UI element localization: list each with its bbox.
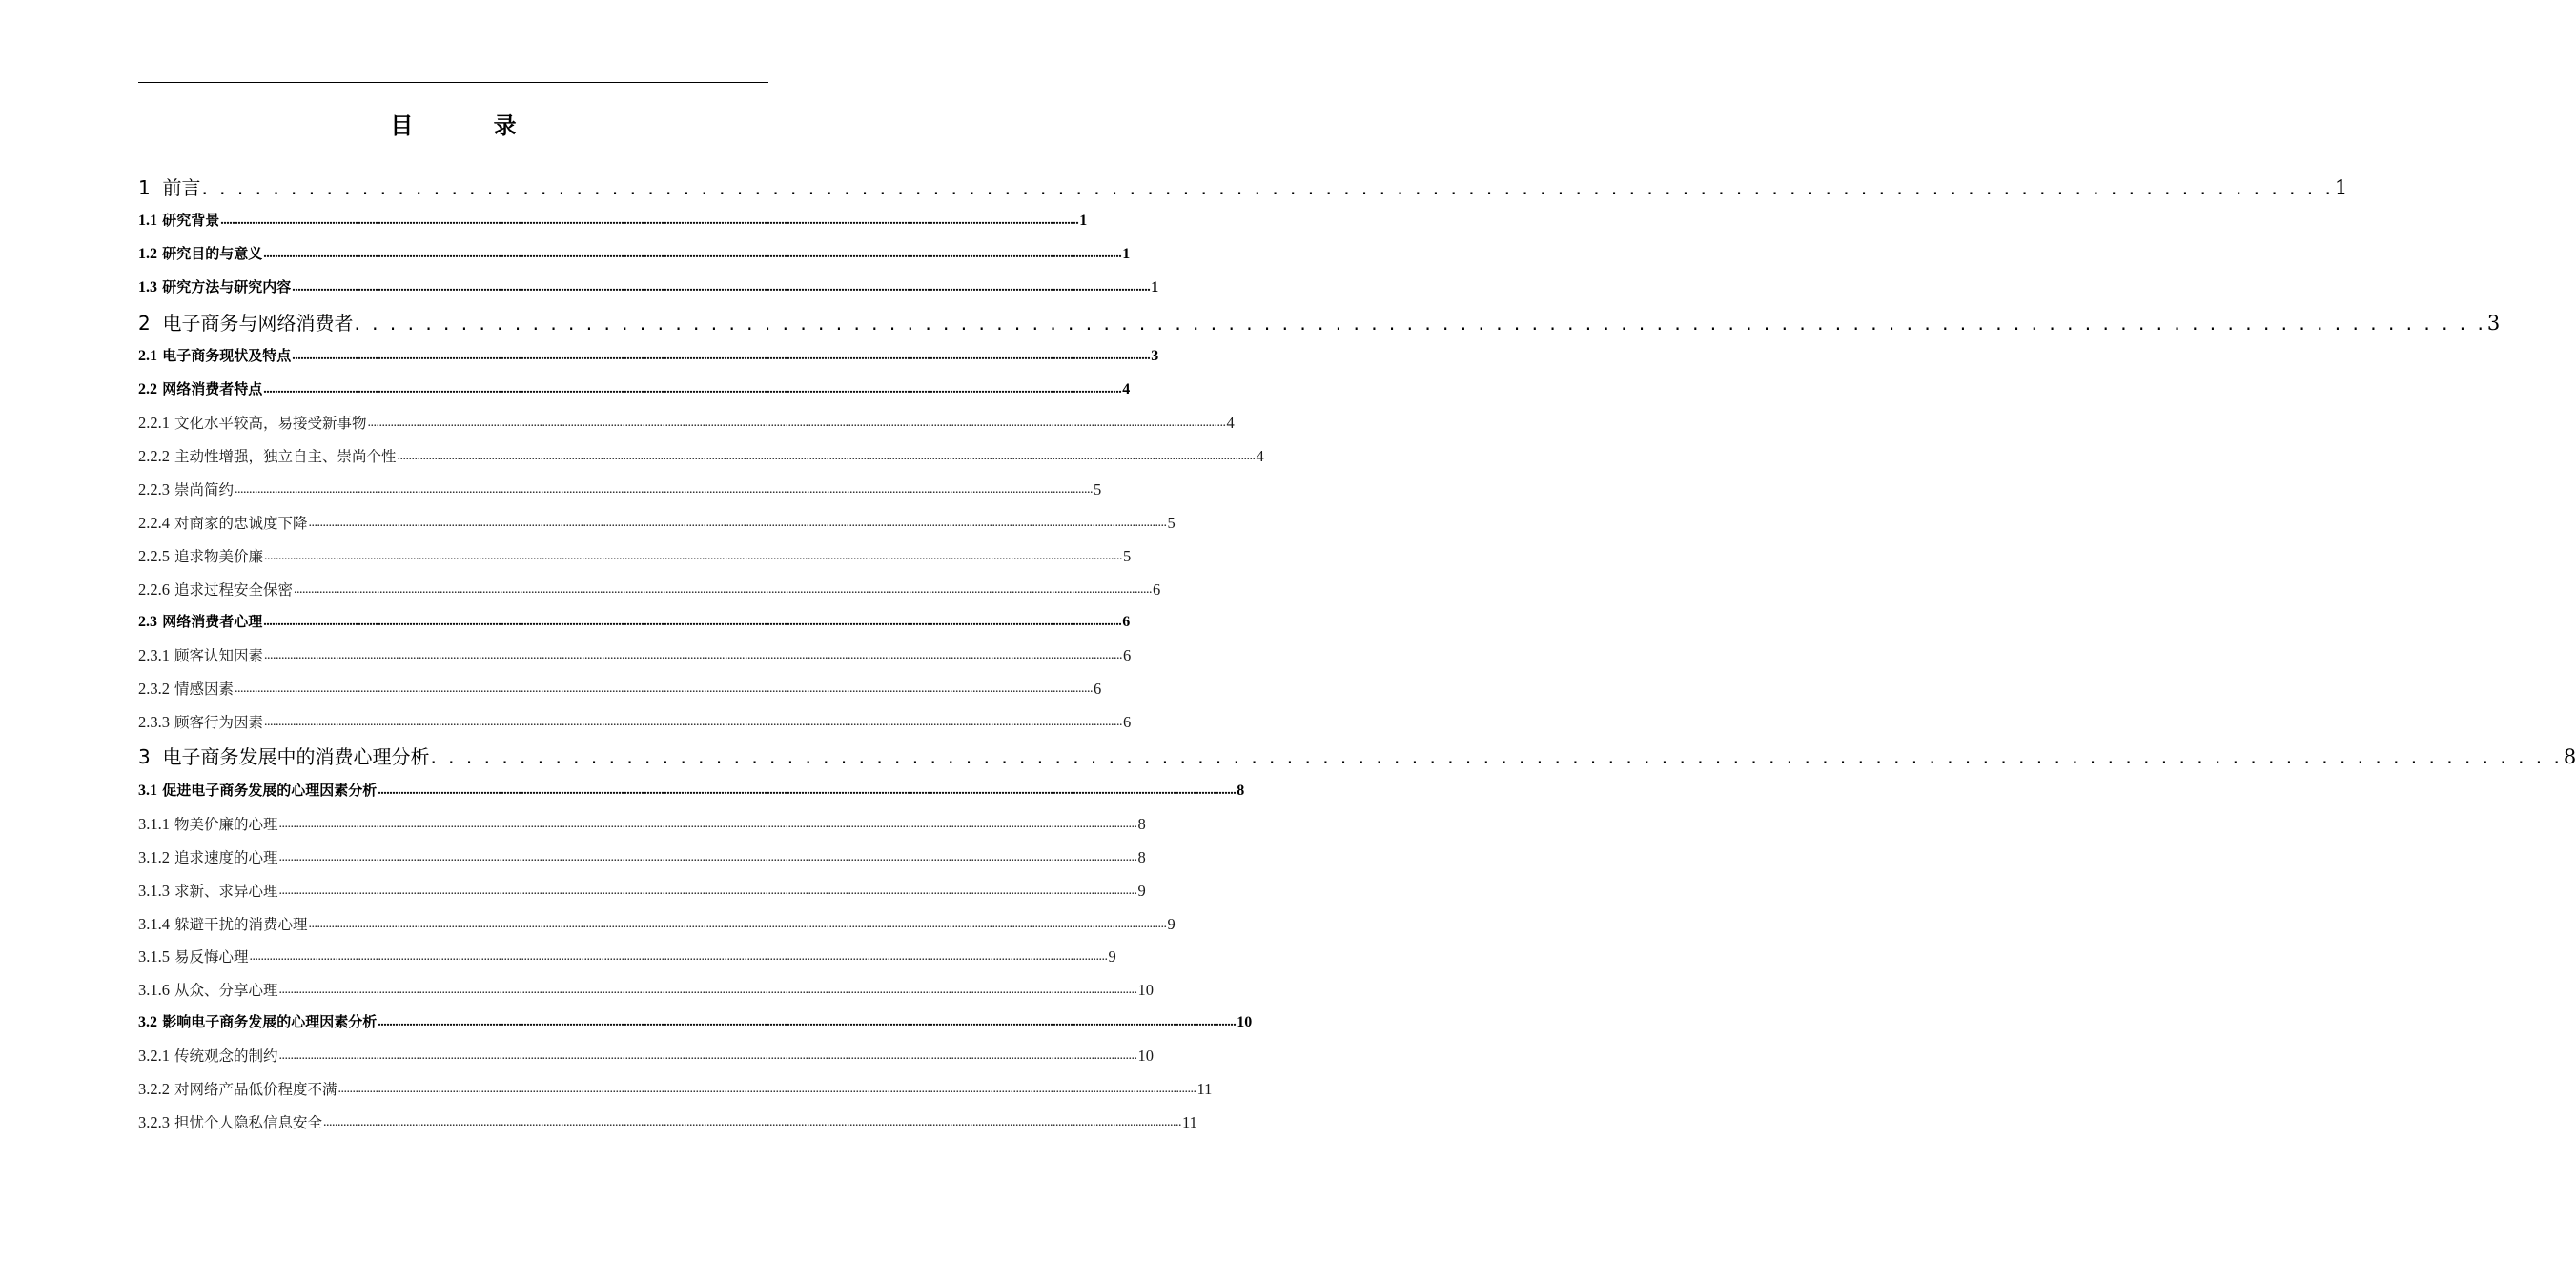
toc-entry-title bbox=[138, 848, 277, 867]
toc-entry-page-number: 10 bbox=[1137, 981, 1154, 999]
toc-entry[interactable] bbox=[138, 575, 1161, 600]
toc-entry-page-number: 3 bbox=[1151, 348, 1159, 364]
toc-entry-title bbox=[138, 447, 396, 466]
toc-entry-number: 2.3.2 bbox=[138, 680, 170, 698]
toc-entry-page-number: 6 bbox=[1122, 614, 1131, 630]
toc-entry-title bbox=[138, 815, 277, 834]
toc-entry-number: 3.1.1 bbox=[138, 815, 170, 833]
toc-entry-page-number: 4 bbox=[1256, 447, 1264, 465]
toc-entry-number: 2.2 bbox=[138, 381, 157, 397]
toc-entry-text: 网络消费者特点 bbox=[162, 380, 263, 397]
toc-entry-number: 2.2.6 bbox=[138, 580, 170, 599]
toc-entry[interactable] bbox=[138, 1007, 1253, 1032]
toc-entry-title bbox=[138, 346, 291, 366]
dot-leader: ............................................................................................................................................................................................................................................................................................................ bbox=[263, 549, 1122, 563]
toc-entry[interactable] bbox=[138, 239, 1131, 264]
dot-leader: ............................................................................................................................................................................................................................................................................................................ bbox=[397, 449, 1256, 463]
toc-entry-text: 文化水平较高，易接受新事物 bbox=[174, 415, 367, 432]
toc-entry-page-number: 6 bbox=[1122, 713, 1132, 731]
toc-entry[interactable] bbox=[138, 607, 1131, 632]
toc-entry[interactable] bbox=[138, 206, 1088, 231]
toc-entry-page-number: 3 bbox=[2486, 312, 2501, 335]
toc-entry[interactable] bbox=[138, 741, 2576, 769]
toc-entry-title bbox=[138, 175, 200, 200]
toc-entry-page-number: 4 bbox=[1226, 414, 1235, 432]
toc-entry-page-number: 5 bbox=[1093, 480, 1102, 498]
toc-entry-text: 传统观念的制约 bbox=[174, 1047, 278, 1065]
dot-leader: ............................................................................................................................................................................................................................................................................................................ bbox=[220, 214, 1079, 228]
toc-entry[interactable] bbox=[138, 1074, 1213, 1099]
dot-leader: ............................................................................................................................................................................................................................................................................................................ bbox=[378, 1015, 1237, 1029]
toc-entry-text: 网络消费者心理 bbox=[162, 613, 263, 630]
toc-entry[interactable] bbox=[138, 942, 1116, 966]
toc-entry-text: 影响电子商务发展的心理因素分析 bbox=[162, 1013, 378, 1030]
toc-entry[interactable] bbox=[138, 541, 1132, 566]
dot-leader: ............................................................................................................................................................................................................................................................................................................ bbox=[292, 280, 1151, 295]
toc-entry-number: 3 bbox=[138, 745, 151, 768]
toc-entry[interactable] bbox=[138, 809, 1146, 834]
toc-entry-number: 1.3 bbox=[138, 279, 157, 295]
toc-entry-number: 2.3.3 bbox=[138, 713, 170, 731]
dot-leader: ............................................................................................................................................................................................................................................................................................................ bbox=[278, 850, 1137, 864]
toc-entry-page-number: 11 bbox=[1196, 1080, 1213, 1098]
toc-entry-text: 前言 bbox=[162, 176, 201, 199]
toc-entry[interactable] bbox=[138, 674, 1102, 699]
toc-entry[interactable] bbox=[138, 909, 1176, 934]
toc-entry-title bbox=[138, 244, 262, 264]
toc-entry-title bbox=[138, 646, 263, 665]
toc-entry-number: 1 bbox=[138, 176, 151, 199]
toc-entry-page-number: 11 bbox=[1181, 1113, 1197, 1131]
toc-entry-title bbox=[138, 781, 377, 801]
toc-entry[interactable] bbox=[138, 975, 1154, 1000]
dot-leader: ............................................................................................................................................................................................................................................................................................................ bbox=[367, 416, 1226, 430]
toc-entry-title bbox=[138, 981, 277, 1000]
toc-entry-number: 2.2.3 bbox=[138, 480, 170, 498]
toc-entry-text: 追求过程安全保密 bbox=[174, 581, 293, 599]
toc-entry-text: 顾客认知因素 bbox=[174, 647, 263, 664]
toc-entry-text: 电子商务现状及特点 bbox=[162, 347, 292, 364]
dot-leader: ............................................................................................................................................................................................................................................................................................................ bbox=[337, 1082, 1196, 1096]
toc-entry-text: 研究方法与研究内容 bbox=[162, 278, 292, 295]
toc-entry-text: 物美价廉的心理 bbox=[174, 816, 278, 833]
dot-leader: ............................................................................................................................................................................................................................................................................................................ bbox=[308, 516, 1167, 530]
toc-entry-text: 促进电子商务发展的心理因素分析 bbox=[162, 782, 378, 799]
toc-entry-page-number: 6 bbox=[1093, 680, 1102, 698]
toc-entry-text: 躲避干扰的消费心理 bbox=[174, 916, 308, 933]
toc-entry-text: 崇尚简约 bbox=[174, 481, 234, 498]
toc-entry-title bbox=[138, 211, 219, 231]
toc-entry-number: 3.1.6 bbox=[138, 981, 170, 999]
toc-entry[interactable] bbox=[138, 707, 1132, 732]
toc-entry-number: 1.1 bbox=[138, 213, 157, 229]
toc-entry-title bbox=[138, 744, 429, 769]
dot-leader: ............................................................................................................................................................................................................................................................................................................ bbox=[278, 983, 1137, 997]
toc-entry-page-number: 9 bbox=[1137, 882, 1146, 900]
toc-entry-number: 3.1.5 bbox=[138, 947, 170, 966]
toc-entry-title bbox=[138, 680, 234, 699]
toc-entry-text: 研究背景 bbox=[162, 212, 220, 229]
toc-entry-title bbox=[138, 379, 262, 399]
toc-entry[interactable] bbox=[138, 441, 1264, 466]
toc-entry-number: 3.1.2 bbox=[138, 848, 170, 866]
toc-entry[interactable] bbox=[138, 876, 1146, 901]
toc-entry-number: 2.2.5 bbox=[138, 547, 170, 565]
toc-entry[interactable] bbox=[138, 843, 1146, 867]
toc-entry-number: 3.2 bbox=[138, 1014, 157, 1030]
toc-entry[interactable] bbox=[138, 1108, 1197, 1132]
toc-entry-title bbox=[138, 1012, 377, 1032]
toc-entry[interactable] bbox=[138, 408, 1235, 433]
toc-entry-text: 电子商务发展中的消费心理分析 bbox=[162, 745, 430, 768]
toc-entry-page-number: 10 bbox=[1237, 1014, 1253, 1030]
toc-entry-page-number: 1 bbox=[1151, 279, 1159, 295]
toc-entry-title bbox=[138, 1080, 337, 1099]
dot-leader: ............................................................................................................................................................................................................................................................................................................ bbox=[263, 615, 1122, 629]
toc-entry-title bbox=[138, 1113, 322, 1132]
toc-entry-number: 2.2.2 bbox=[138, 447, 170, 465]
toc-entry-number: 3.2.2 bbox=[138, 1080, 170, 1098]
toc-entry-title bbox=[138, 311, 353, 336]
dot-leader: . . . . . . . . . . . . . . . . . . . . . . . . . . . . . . . . . . . . . . . . . . . . . . . . . . . . . . . . . . . . . . . . . . . . . . . . . . . . . . . . . . . . . . . . . . . . . . . . . . . . . . . . . . . . . . . . . . . . . . . . bbox=[430, 745, 2563, 768]
toc-entry-page-number: 8 bbox=[1137, 848, 1146, 866]
toc-entry-number: 3.1 bbox=[138, 783, 157, 799]
toc-entry-text: 从众、分享心理 bbox=[174, 982, 278, 999]
toc-entry-page-number: 9 bbox=[1108, 947, 1116, 966]
toc-entry-page-number: 10 bbox=[1137, 1047, 1154, 1065]
dot-leader: ............................................................................................................................................................................................................................................................................................................ bbox=[378, 783, 1237, 798]
toc-entry[interactable] bbox=[138, 508, 1176, 533]
dot-leader: ............................................................................................................................................................................................................................................................................................................ bbox=[308, 917, 1167, 931]
toc-entry-number: 3.1.3 bbox=[138, 882, 170, 900]
dot-leader: ............................................................................................................................................................................................................................................................................................................ bbox=[234, 681, 1093, 696]
toc-entry-title bbox=[138, 277, 291, 297]
toc-entry[interactable] bbox=[138, 341, 1159, 366]
toc-entry-page-number: 4 bbox=[1122, 381, 1131, 397]
header-rule bbox=[138, 82, 768, 83]
dot-leader: . . . . . . . . . . . . . . . . . . . . . . . . . . . . . . . . . . . . . . . . . . . . . . . . . . . . . . . . . . . . . . . . . . . . . . . . . . . . . . . . . . . . . . . . . . . . . . . . . . . . . . . . . . . . . . . . . . . . . . . . bbox=[201, 176, 2334, 199]
toc-entry-number: 3.2.3 bbox=[138, 1113, 170, 1131]
toc-entry-title bbox=[138, 580, 293, 600]
dot-leader: ............................................................................................................................................................................................................................................................................................................ bbox=[263, 715, 1122, 729]
toc-entry-title bbox=[138, 947, 248, 966]
toc-entry-title bbox=[138, 547, 263, 566]
toc-entry-number: 2.2.1 bbox=[138, 414, 170, 432]
toc-entry-page-number: 6 bbox=[1152, 580, 1161, 599]
toc-entry-text: 研究目的与意义 bbox=[162, 245, 263, 262]
toc-entry[interactable] bbox=[138, 273, 1159, 297]
toc-entry-number: 2 bbox=[138, 312, 151, 335]
toc-entry-text: 对网络产品低价程度不满 bbox=[174, 1081, 337, 1098]
toc-entry-text: 对商家的忠诚度下降 bbox=[174, 515, 308, 532]
toc-entry-number: 3.2.1 bbox=[138, 1047, 170, 1065]
dot-leader: ............................................................................................................................................................................................................................................................................................................ bbox=[293, 582, 1152, 597]
toc-entry-page-number: 8 bbox=[1237, 783, 1245, 799]
toc-entry-text: 易反悔心理 bbox=[174, 948, 249, 966]
toc-entry[interactable] bbox=[138, 172, 2348, 200]
toc-entry-page-number: 8 bbox=[2563, 745, 2576, 768]
toc-entry-text: 担忧个人隐私信息安全 bbox=[174, 1114, 322, 1131]
dot-leader: ............................................................................................................................................................................................................................................................................................................ bbox=[278, 884, 1137, 898]
toc-entry-page-number: 5 bbox=[1122, 547, 1132, 565]
toc-entry-text: 顾客行为因素 bbox=[174, 714, 263, 731]
toc-entry[interactable] bbox=[138, 307, 2501, 336]
toc-entry-title bbox=[138, 882, 277, 901]
toc-entry[interactable] bbox=[138, 375, 1131, 399]
toc-entry-page-number: 5 bbox=[1167, 514, 1176, 532]
toc-entry-title bbox=[138, 414, 366, 433]
toc-entry-number: 3.1.4 bbox=[138, 915, 170, 933]
toc-entry-page-number: 8 bbox=[1137, 815, 1146, 833]
dot-leader: ............................................................................................................................................................................................................................................................................................................ bbox=[263, 247, 1122, 261]
dot-leader: ............................................................................................................................................................................................................................................................................................................ bbox=[292, 349, 1151, 363]
toc-entry[interactable] bbox=[138, 776, 1245, 801]
dot-leader: ............................................................................................................................................................................................................................................................................................................ bbox=[263, 648, 1122, 662]
toc-entry[interactable] bbox=[138, 640, 1132, 665]
dot-leader: ............................................................................................................................................................................................................................................................................................................ bbox=[249, 949, 1108, 964]
toc-entry-text: 追求速度的心理 bbox=[174, 849, 278, 866]
toc-entry-page-number: 6 bbox=[1122, 646, 1132, 664]
toc-entry-page-number: 1 bbox=[1079, 213, 1088, 229]
toc-entry-title bbox=[138, 480, 234, 499]
dot-leader: ............................................................................................................................................................................................................................................................................................................ bbox=[263, 382, 1122, 396]
toc-entry-text: 情感因素 bbox=[174, 681, 234, 698]
toc-entry-number: 2.3.1 bbox=[138, 646, 170, 664]
toc-entry-title bbox=[138, 514, 307, 533]
toc-entry-title bbox=[138, 713, 263, 732]
toc-entry-number: 1.2 bbox=[138, 246, 157, 262]
toc-entry-page-number: 1 bbox=[2334, 176, 2348, 199]
toc-entry-text: 电子商务与网络消费者 bbox=[162, 312, 354, 335]
toc-entry-text: 求新、求异心理 bbox=[174, 883, 278, 900]
toc-entry-text: 主动性增强，独立自主、崇尚个性 bbox=[174, 448, 397, 465]
toc-entry-title bbox=[138, 612, 262, 632]
toc-entry-number: 2.2.4 bbox=[138, 514, 170, 532]
toc-entry-page-number: 1 bbox=[1122, 246, 1131, 262]
dot-leader: ............................................................................................................................................................................................................................................................................................................ bbox=[278, 1048, 1137, 1063]
page-title: 目 录 bbox=[390, 112, 553, 139]
toc-entry-page-number: 9 bbox=[1167, 915, 1176, 933]
toc-entry-title bbox=[138, 1047, 277, 1066]
toc-entry[interactable] bbox=[138, 475, 1102, 499]
dot-leader: . . . . . . . . . . . . . . . . . . . . . . . . . . . . . . . . . . . . . . . . . . . . . . . . . . . . . . . . . . . . . . . . . . . . . . . . . . . . . . . . . . . . . . . . . . . . . . . . . . . . . . . . . . . . . . . . . . . . . . . . bbox=[354, 312, 2486, 335]
toc-entry-title bbox=[138, 915, 307, 934]
toc-entry-number: 2.1 bbox=[138, 348, 157, 364]
dot-leader: ............................................................................................................................................................................................................................................................................................................ bbox=[278, 817, 1137, 831]
toc-entry-text: 追求物美价廉 bbox=[174, 548, 263, 565]
dot-leader: ............................................................................................................................................................................................................................................................................................................ bbox=[234, 482, 1093, 497]
toc-entry[interactable] bbox=[138, 1041, 1154, 1066]
toc-entry-number: 2.3 bbox=[138, 614, 157, 630]
dot-leader: ............................................................................................................................................................................................................................................................................................................ bbox=[322, 1115, 1181, 1129]
